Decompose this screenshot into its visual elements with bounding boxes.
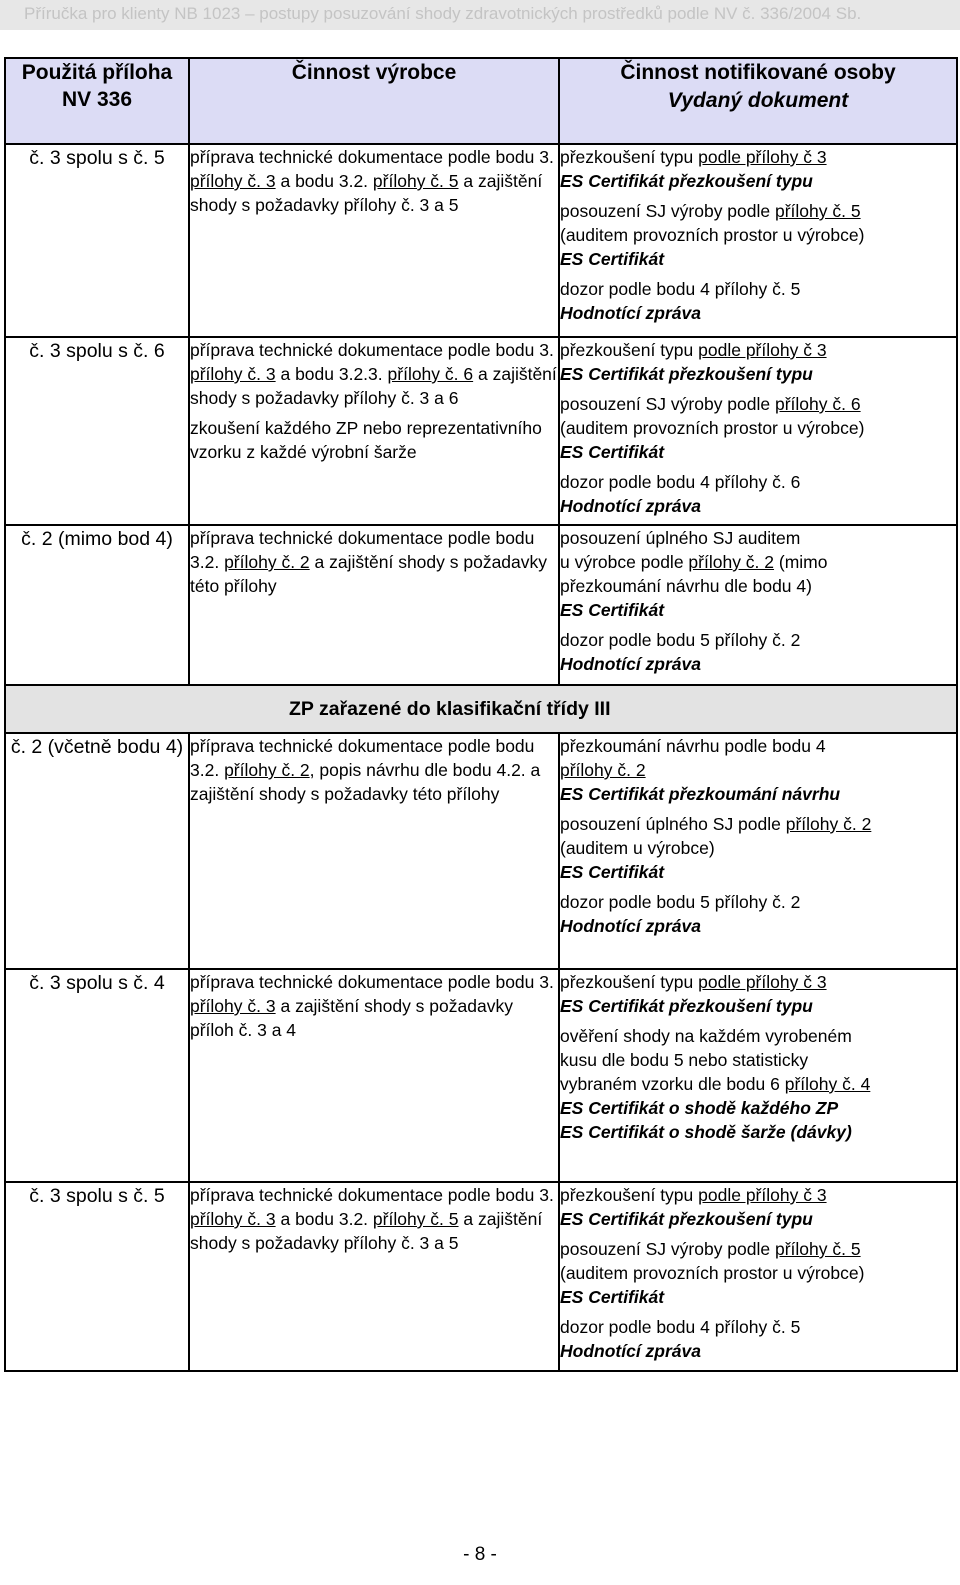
header-manufacturer: Činnost výrobce: [189, 58, 559, 144]
text-run: přezkoušení typu: [560, 340, 699, 360]
text-run: příprava technické dokumentace podle bodu 3.2.: [190, 528, 535, 572]
notified-body-cell: [559, 525, 957, 685]
annex-reference: přílohy č. 6: [387, 364, 474, 384]
text-line: [560, 782, 956, 806]
notified-body-cell: [559, 969, 957, 1182]
table-row: [5, 144, 957, 337]
notified-body-block: [560, 277, 956, 325]
annex-cell: č. 3 spolu s č. 6: [5, 337, 189, 525]
issued-document: Hodnotící zpráva: [560, 303, 701, 323]
notified-body-block: [560, 1024, 956, 1144]
text-run: vybraném vzorku dle bodu 6: [560, 1074, 785, 1094]
text-line: [560, 574, 956, 598]
text-line: [560, 1285, 956, 1309]
text-line: [560, 440, 956, 464]
text-run: příprava technické dokumentace podle bodu 3.: [190, 340, 554, 360]
notified-body-block: [560, 734, 956, 806]
text-line: [560, 914, 956, 938]
annex-reference: přílohy č. 4: [784, 1074, 871, 1094]
text-run: dozor podle bodu 5 přílohy č. 2: [560, 630, 801, 650]
annex-cell: č. 3 spolu s č. 5: [5, 144, 189, 337]
annex-reference: přílohy č. 5: [372, 171, 459, 191]
text-line: [560, 362, 956, 386]
issued-document: ES Certifikát přezkoumání návrhu: [560, 784, 841, 804]
notified-body-block: [560, 890, 956, 938]
text-run: příprava technické dokumentace podle bodu 3.2.: [190, 736, 535, 780]
text-line: [560, 1096, 956, 1120]
text-run: dozor podle bodu 4 přílohy č. 5: [560, 279, 801, 299]
text-line: [560, 970, 956, 994]
text-line: [560, 416, 956, 440]
text-line: [560, 812, 956, 836]
text-line: [560, 145, 956, 169]
text-line: [560, 247, 956, 271]
notified-body-block: [560, 145, 956, 193]
annex-reference: přílohy č. 2: [224, 552, 310, 572]
text-line: [560, 994, 956, 1018]
annex-reference: přílohy č. 2: [785, 814, 872, 834]
issued-document: ES Certifikát: [560, 442, 665, 462]
annex-reference: přílohy č. 3: [190, 364, 276, 384]
text-run: (auditem u výrobce): [560, 838, 715, 858]
text-line: [560, 223, 956, 247]
notified-body-block: [560, 812, 956, 884]
table-row: [5, 525, 957, 685]
activity-paragraph: [190, 734, 558, 806]
text-run: příprava technické dokumentace podle bodu 3.: [190, 1185, 554, 1205]
text-run: kusu dle bodu 5 nebo statisticky: [560, 1050, 809, 1070]
text-run: přezkoušení typu: [560, 972, 699, 992]
text-run: přezkoumání návrhu dle bodu 4): [560, 576, 812, 596]
issued-document: ES Certifikát: [560, 249, 665, 269]
text-line: [560, 652, 956, 676]
notified-body-block: [560, 970, 956, 1018]
header-notified-body: [559, 58, 957, 144]
manufacturer-activity-cell: [189, 144, 559, 337]
notified-body-cell: [559, 144, 957, 337]
text-run: posouzení SJ výroby podle: [560, 394, 775, 414]
annex-reference: přílohy č. 2: [688, 552, 775, 572]
notified-body-block: [560, 199, 956, 271]
text-line: [560, 494, 956, 518]
text-run: a bodu 3.2.: [275, 1209, 373, 1229]
notified-body-block: [560, 392, 956, 464]
class-iii-row: [5, 685, 957, 733]
activity-paragraph: [190, 1183, 558, 1255]
text-line: [560, 598, 956, 622]
text-run: posouzení SJ výroby podle: [560, 1239, 775, 1259]
notified-body-block: [560, 628, 956, 676]
text-line: [560, 1339, 956, 1363]
text-line: [560, 301, 956, 325]
text-run: (auditem provozních prostor u výrobce): [560, 418, 865, 438]
issued-document: ES Certifikát o shodě každého ZP: [560, 1098, 839, 1118]
annex-cell: č. 2 (mimo bod 4): [5, 525, 189, 685]
text-run: přezkoušení typu: [560, 147, 699, 167]
text-run: posouzení úplného SJ podle: [560, 814, 786, 834]
text-line: [560, 526, 956, 550]
text-line: [560, 1207, 956, 1231]
text-line: [560, 628, 956, 652]
text-run: přezkoumání návrhu podle bodu 4: [560, 736, 826, 756]
header-issued-document: Vydaný dokument: [667, 89, 849, 112]
annex-cell: č. 3 spolu s č. 5: [5, 1182, 189, 1371]
text-run: u výrobce podle: [560, 552, 689, 572]
notified-body-block: [560, 1237, 956, 1309]
text-line: [560, 890, 956, 914]
text-line: [560, 1024, 956, 1048]
issued-document: ES Certifikát přezkoušení typu: [560, 1209, 813, 1229]
page-number: - 8 -: [463, 1544, 497, 1565]
annex-reference: podle přílohy č 3: [698, 1185, 827, 1205]
issued-document: Hodnotící zpráva: [560, 916, 701, 936]
activity-paragraph: [190, 145, 558, 217]
activity-paragraph: [190, 526, 558, 598]
text-line: [560, 860, 956, 884]
text-line: [560, 1261, 956, 1285]
text-line: [560, 470, 956, 494]
text-run: posouzení SJ výroby podle: [560, 201, 775, 221]
text-line: [560, 277, 956, 301]
manufacturer-activity-cell: [189, 525, 559, 685]
text-run: (auditem provozních prostor u výrobce): [560, 1263, 865, 1283]
notified-body-block: [560, 526, 956, 622]
annex-reference: přílohy č. 6: [775, 394, 861, 414]
issued-document: Hodnotící zpráva: [560, 496, 701, 516]
header-annex: Použitá příloha NV 336: [5, 58, 189, 144]
annex-reference: přílohy č. 3: [190, 996, 276, 1016]
text-run: a zajištění shody s požadavky přílohy č. 3 a 5: [190, 1209, 543, 1253]
notified-body-cell: [559, 733, 957, 969]
manufacturer-activity-cell: [189, 337, 559, 525]
text-run: příprava technické dokumentace podle bodu 3.: [190, 147, 554, 167]
annex-reference: podle přílohy č 3: [698, 147, 827, 167]
text-run: a bodu 3.2.: [275, 171, 373, 191]
table-row: [5, 733, 957, 969]
issued-document: ES Certifikát: [560, 600, 665, 620]
text-line: [560, 758, 956, 782]
notified-body-block: [560, 1315, 956, 1363]
table-row: [5, 1182, 957, 1371]
table-row: [5, 969, 957, 1182]
text-run: a zajištění shody s požadavky této přílohy: [190, 552, 548, 596]
header-notified-body-title: Činnost notifikované osoby: [620, 61, 896, 84]
annex-reference: podle přílohy č 3: [698, 340, 827, 360]
issued-document: ES Certifikát přezkoušení typu: [560, 996, 813, 1016]
text-run: a zajištění shody s požadavky přílohy č. 3 a 6: [190, 364, 557, 408]
text-run: a zajištění shody s požadavky příloh č. 3 a 4: [190, 996, 513, 1040]
table-row: [5, 337, 957, 525]
text-line: [560, 169, 956, 193]
text-run: a bodu 3.2.3.: [275, 364, 388, 384]
text-line: [560, 1315, 956, 1339]
text-line: [560, 734, 956, 758]
annex-reference: přílohy č. 3: [190, 1209, 276, 1229]
text-run: a zajištění shody s požadavky přílohy č. 3 a 5: [190, 171, 543, 215]
activity-paragraph: [190, 970, 558, 1042]
text-run: příprava technické dokumentace podle bodu 3.: [190, 972, 554, 992]
text-run: ověření shody na každém vyrobeném: [560, 1026, 852, 1046]
text-line: [560, 1237, 956, 1261]
notified-body-cell: [559, 1182, 957, 1371]
annex-cell: č. 2 (včetně bodu 4): [5, 733, 189, 969]
annex-reference: přílohy č. 2: [560, 760, 646, 780]
class-iii-cell: [5, 685, 957, 733]
text-run: zkoušení každého ZP nebo reprezentativního vzorku z každé výrobní šarže: [190, 418, 542, 462]
text-run: posouzení úplného SJ auditem: [560, 528, 801, 548]
notified-body-block: [560, 470, 956, 518]
annex-reference: přílohy č. 5: [372, 1209, 459, 1229]
text-run: dozor podle bodu 4 přílohy č. 6: [560, 472, 801, 492]
class-iii-label: ZP zařazené do klasifikační třídy III: [289, 698, 611, 720]
manufacturer-activity-cell: [189, 733, 559, 969]
text-run: dozor podle bodu 5 přílohy č. 2: [560, 892, 801, 912]
text-line: [560, 199, 956, 223]
text-line: [560, 1120, 956, 1144]
manufacturer-activity-cell: [189, 969, 559, 1182]
annex-reference: podle přílohy č 3: [698, 972, 827, 992]
activity-paragraph: [190, 338, 558, 410]
notified-body-cell: [559, 337, 957, 525]
issued-document: Hodnotící zpráva: [560, 1341, 701, 1361]
issued-document: ES Certifikát: [560, 862, 665, 882]
activity-paragraph: [190, 416, 558, 464]
conformity-table: [4, 57, 958, 1372]
text-run: (mimo: [774, 552, 828, 572]
text-line: [560, 392, 956, 416]
text-run: dozor podle bodu 4 přílohy č. 5: [560, 1317, 801, 1337]
annex-reference: přílohy č. 5: [775, 1239, 861, 1259]
annex-reference: přílohy č. 5: [775, 201, 861, 221]
issued-document: ES Certifikát přezkoušení typu: [560, 364, 813, 384]
text-line: [560, 1048, 956, 1072]
manufacturer-activity-cell: [189, 1182, 559, 1371]
issued-document: ES Certifikát o shodě šarže (dávky): [560, 1122, 852, 1142]
text-line: [560, 338, 956, 362]
notified-body-block: [560, 1183, 956, 1231]
text-run: přezkoušení typu: [560, 1185, 699, 1205]
header-text: Příručka pro klienty NB 1023 – postupy posuzování shody zdravotnických prostředků podle NV č. 336/2004 Sb.: [24, 4, 862, 23]
annex-reference: přílohy č. 3: [190, 171, 276, 191]
text-line: [560, 836, 956, 860]
notified-body-block: [560, 338, 956, 386]
text-line: [560, 1072, 956, 1096]
issued-document: Hodnotící zpráva: [560, 654, 701, 674]
page-header: [0, 0, 960, 30]
text-run: , popis návrhu dle bodu 4.2. a zajištění shody s požadavky této přílohy: [190, 760, 541, 804]
text-run: (auditem provozních prostor u výrobce): [560, 225, 865, 245]
issued-document: ES Certifikát: [560, 1287, 665, 1307]
issued-document: ES Certifikát přezkoušení typu: [560, 171, 813, 191]
annex-reference: přílohy č. 2: [224, 760, 310, 780]
text-line: [560, 550, 956, 574]
text-line: [560, 1183, 956, 1207]
annex-cell: č. 3 spolu s č. 4: [5, 969, 189, 1182]
